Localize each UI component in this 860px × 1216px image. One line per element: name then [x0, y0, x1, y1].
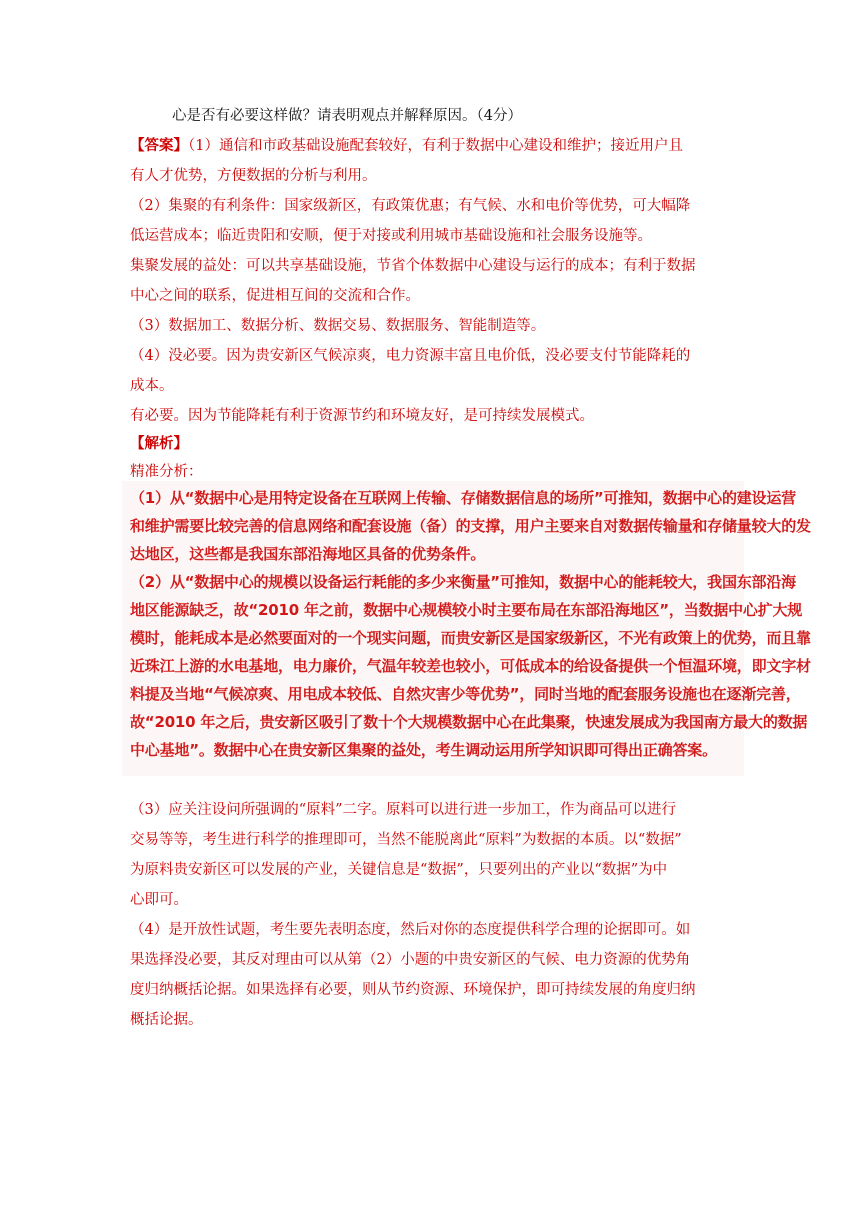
analysis-4-line-1: （4）是开放性试题，考生要先表明态度，然后对你的态度提供科学合理的论据即可。如 [130, 922, 691, 938]
analysis-1-line-1: （1）从“数据中心是用特定设备在互联网上传输、存储数据信息的场所”可推知，数据中心的建设运营 [130, 489, 796, 507]
answer-paragraph-2-line-1: （2）集聚的有利条件：国家级新区，有政策优惠；有气候、水和电价等优势，可大幅降 [130, 198, 691, 214]
analysis-2-line-4: 近珠江上游的水电基地，电力廉价，气温年较差也较小，可低成本的给设备提供一个恒温环境，即文字材 [130, 657, 811, 675]
analysis-3-line-4: 心即可。 [130, 892, 188, 908]
answer-paragraph-4-line-3: 有必要。因为节能降耗有利于资源节约和环境友好，是可持续发展模式。 [130, 408, 594, 424]
analysis-3-line-3: 为原料贵安新区可以发展的产业，关键信息是“数据”，只要列出的产业以“数据”为中 [130, 862, 668, 878]
answer-paragraph-1-line-2: 有人才优势，方便数据的分析与利用。 [130, 168, 377, 184]
analysis-2-line-1: （2）从“数据中心的规模以设备运行耗能的多少来衡量”可推知，数据中心的能耗较大，我国东部沿海 [130, 573, 796, 591]
analysis-2-line-5: 料提及当地“气候凉爽、用电成本较低、自然灾害少等优势”，同时当地的配套服务设施也在逐渐完善， [130, 685, 801, 703]
analysis-subtitle: 精准分析： [130, 464, 203, 480]
answer-paragraph-3-line-1: （3）数据加工、数据分析、数据交易、数据服务、智能制造等。 [130, 318, 546, 334]
analysis-4-line-2: 果选择没必要，其反对理由可以从第（2）小题的中贵安新区的气候、电力资源的优势角 [130, 952, 691, 968]
analysis-3-line-1: （3）应关注设问所强调的“原料”二字。原料可以进行进一步加工，作为商品可以进行 [130, 802, 677, 818]
answer-paragraph-1-line-1: 【答案】（1）通信和市政基础设施配套较好，有利于数据中心建设和维护；接近用户且 [130, 137, 683, 154]
analysis-1-line-3: 达地区，这些都是我国东部沿海地区具备的优势条件。 [130, 545, 486, 563]
analysis-2-line-3: 模时，能耗成本是必然要面对的一个现实问题，而贵安新区是国家级新区，不光有政策上的优势，而且靠 [130, 629, 811, 647]
analysis-2-line-2: 地区能源缺乏，故“2010 年之前，数据中心规模较小时主要布局在东部沿海地区”，当数据中心扩大规 [130, 601, 803, 619]
answer-paragraph-4-line-1: （4）没必要。因为贵安新区气候凉爽，电力资源丰富且电价低，没必要支付节能降耗的 [130, 348, 691, 364]
analysis-3-line-2: 交易等等，考生进行科学的推理即可，当然不能脱离此“原料”为数据的本质。以“数据” [130, 832, 682, 848]
analysis-4-line-4: 概括论据。 [130, 1012, 203, 1028]
answer-paragraph-2-line-2: 低运营成本；临近贵阳和安顺，便于对接或利用城市基础设施和社会服务设施等。 [130, 228, 652, 244]
analysis-1-line-2: 和维护需要比较完善的信息网络和配套设施（备）的支撑，用户主要来自对数据传输量和存储量较大的发 [130, 517, 811, 535]
analysis-2-line-7: 中心基地”。数据中心在贵安新区集聚的益处，考生调动运用所学知识即可得出正确答案。 [130, 741, 717, 759]
answer-paragraph-2-line-3: 集聚发展的益处：可以共享基础设施，节省个体数据中心建设与运行的成本；有利于数据 [130, 258, 696, 274]
answer-tag: 【答案】 [130, 137, 188, 154]
analysis-2-line-6: 故“2010 年之后，贵安新区吸引了数十个大规模数据中心在此集聚，快速发展成为我国南方最大的数据 [130, 713, 808, 731]
analysis-tag: 【解析】 [130, 435, 188, 452]
answer-paragraph-2-line-4: 中心之间的联系，促进相互间的交流和合作。 [130, 288, 420, 304]
question-tail: 心是否有必要这样做？请表明观点并解释原因。（4分） [172, 108, 522, 124]
analysis-4-line-3: 度归纳概括论据。如果选择有必要，则从节约资源、环境保护，即可持续发展的角度归纳 [130, 982, 696, 998]
answer-paragraph-4-line-2: 成本。 [130, 378, 174, 394]
